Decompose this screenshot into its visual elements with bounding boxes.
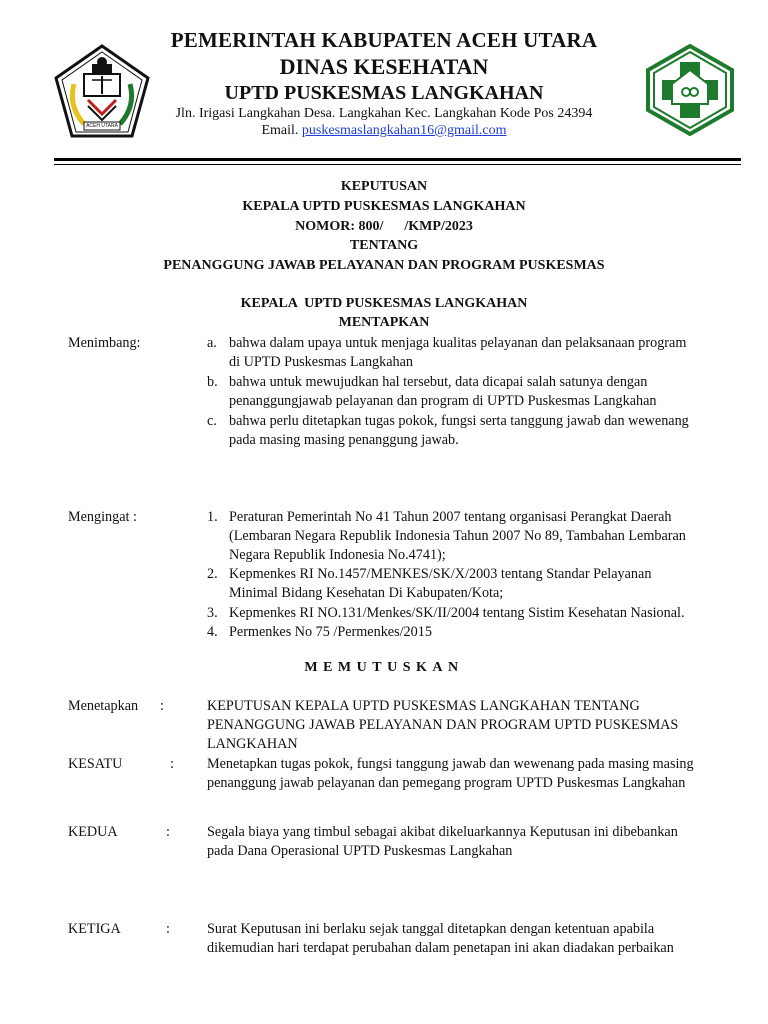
- menetapkan-line3: LANGKAHAN: [207, 736, 298, 752]
- menimbang-b-line2: penanggungjawab pelayanan dan program di UPTD Puskesmas Langkahan: [229, 393, 657, 409]
- kedua-colon: :: [166, 824, 170, 840]
- mengingat-3-marker: 3.: [207, 605, 218, 621]
- logo-caption: ACEH UTARA: [86, 123, 118, 129]
- email-link[interactable]: puskesmaslangkahan16@gmail.com: [301, 123, 507, 138]
- mengingat-2-line2: Minimal Bidang Kesehatan Di Kabupaten/Kota;: [229, 585, 504, 601]
- menimbang-a-line1: bahwa dalam upaya untuk menjaga kualitas pelayanan dan pelaksanaan program: [229, 335, 687, 351]
- mengingat-2-marker: 2.: [207, 566, 218, 582]
- mengingat-1-marker: 1.: [207, 509, 218, 525]
- header-divider-thick: [54, 158, 741, 161]
- menimbang-b-line1: bahwa untuk mewujudkan hal tersebut, data dicapai salah satunya dengan: [229, 374, 648, 390]
- menetapkan-colon: :: [160, 698, 164, 714]
- menimbang-c-marker: c.: [207, 413, 217, 429]
- mengingat-4-line1: Permenkes No 75 /Permenkes/2015: [229, 624, 432, 640]
- kesatu-label: KESATU: [68, 756, 123, 772]
- ketiga-colon: :: [166, 921, 170, 937]
- menimbang-c-line2: pada masing masing penanggung jawab.: [229, 432, 459, 448]
- menimbang-a-line2: di UPTD Puskesmas Langkahan: [229, 354, 414, 370]
- title-subject: PENANGGUNG JAWAB PELAYANAN DAN PROGRAM PUSKESMAS: [163, 258, 605, 273]
- title-tentang: TENTANG: [349, 238, 419, 253]
- header-department: DINAS KESEHATAN: [279, 54, 489, 79]
- kesatu-colon: :: [170, 756, 174, 772]
- title-keputusan: KEPUTUSAN: [340, 179, 428, 194]
- kedua-label: KEDUA: [68, 824, 118, 840]
- menimbang-b-marker: b.: [207, 374, 218, 390]
- kesatu-line2: penanggung jawab pelayanan dan pemegang program UPTD Puskesmas Langkahan: [207, 775, 686, 791]
- ketiga-line1: Surat Keputusan ini berlaku sejak tanggal ditetapkan dengan ketentuan apabila: [207, 921, 655, 937]
- header-government: PEMERINTAH KABUPATEN ACEH UTARA: [170, 28, 598, 52]
- title-head: KEPALA UPTD PUSKESMAS LANGKAHAN: [240, 296, 528, 311]
- title-nomor: NOMOR: 800/ /KMP/2023: [295, 219, 473, 234]
- menetapkan-label: Menetapkan: [68, 698, 139, 714]
- menetapkan-line2: PENANGGUNG JAWAB PELAYANAN DAN PROGRAM UPTD PUSKESMAS: [207, 717, 679, 733]
- kedua-line2: pada Dana Operasional UPTD Puskesmas Langkahan: [207, 843, 513, 859]
- mengingat-1-line3: Negara Republik Indonesia No.4741);: [229, 547, 446, 563]
- menimbang-c-line1: bahwa perlu ditetapkan tugas pokok, fungsi serta tanggung jawab dan wewenang: [229, 413, 689, 429]
- kedua-line1: Segala biaya yang timbul sebagai akibat dikeluarkannya Keputusan ini dibebankan: [207, 824, 678, 840]
- mengingat-2-line1: Kepmenkes RI No.1457/MENKES/SK/X/2003 tentang Standar Pelayanan: [229, 566, 652, 582]
- kesatu-line1: Menetapkan tugas pokok, fungsi tanggung jawab dan wewenang pada masing masing: [207, 756, 694, 772]
- menetapkan-line1: KEPUTUSAN KEPALA UPTD PUSKESMAS LANGKAHAN TENTANG: [207, 698, 640, 714]
- title-kepala: KEPALA UPTD PUSKESMAS LANGKAHAN: [242, 199, 526, 214]
- menimbang-label: Menimbang:: [68, 335, 141, 351]
- mengingat-1-line1: Peraturan Pemerintah No 41 Tahun 2007 tentang organisasi Perangkat Daerah: [229, 509, 672, 525]
- title-mentapkan: MENTAPKAN: [338, 315, 430, 330]
- header-address: Jln. Irigasi Langkahan Desa. Langkahan Kec. Langkahan Kode Pos 24394: [175, 106, 593, 121]
- ketiga-line2: dikemudian hari terdapat perubahan dalam penetapan ini akan diadakan perbaikan: [207, 940, 674, 956]
- memutuskan-heading: MEMUTUSKAN: [304, 660, 464, 675]
- mengingat-3-line1: Kepmenkes RI NO.131/Menkes/SK/II/2004 tentang Sistim Kesehatan Nasional.: [229, 605, 685, 621]
- mengingat-1-line2: (Lembaran Negara Republik Indonesia Tahun 2007 No 89, Tambahan Lembaran: [229, 528, 686, 544]
- ketiga-label: KETIGA: [68, 921, 121, 937]
- menimbang-a-marker: a.: [207, 335, 217, 351]
- header-email-line: [0, 123, 768, 139]
- mengingat-label: Mengingat :: [68, 509, 137, 525]
- email-label: Email.: [261, 123, 299, 138]
- mengingat-4-marker: 4.: [207, 624, 218, 640]
- header-unit: UPTD PUSKESMAS LANGKAHAN: [224, 82, 544, 104]
- header-divider-thin: [54, 164, 741, 165]
